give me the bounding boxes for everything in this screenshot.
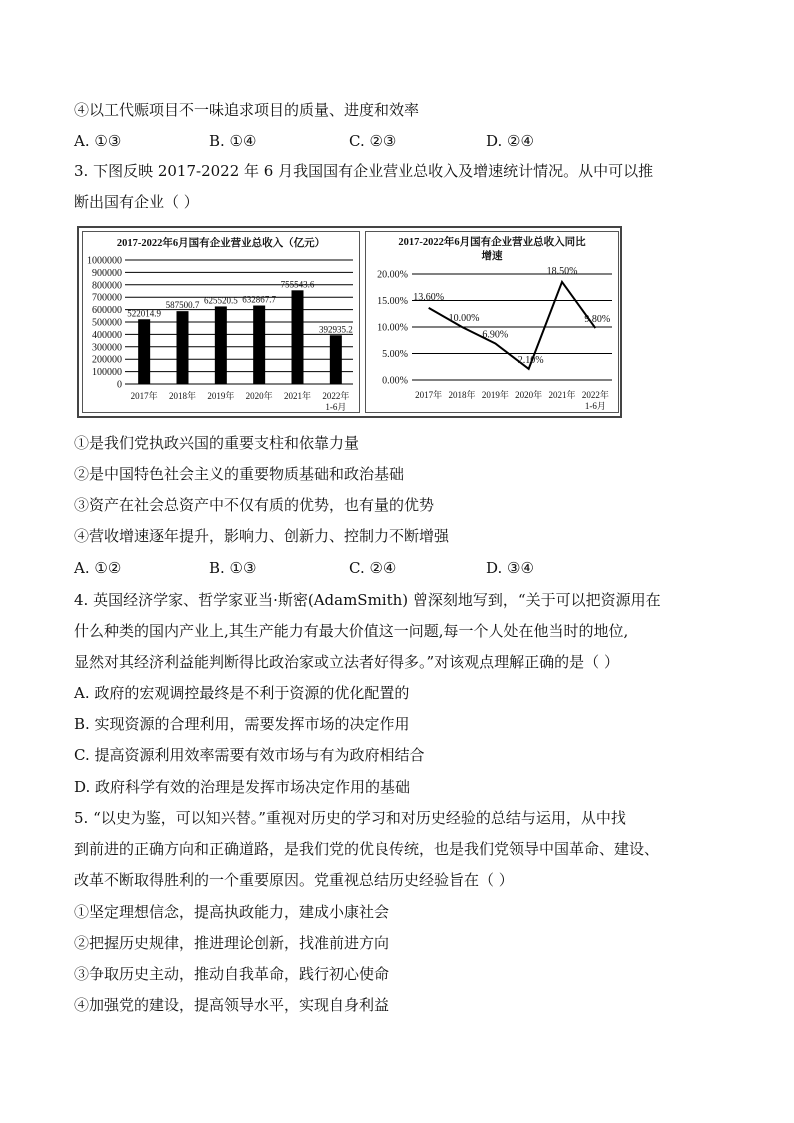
chart-figure [77, 226, 622, 418]
q4-option-c: C. 提高资源利用效率需要有效市场与有为政府相结合 [74, 746, 425, 764]
bar-y-tick-label: 800000 [92, 280, 122, 292]
line-x-tick-label: 2019年 [481, 390, 509, 400]
bar-x-tick-label: 2018年 [168, 391, 197, 401]
q3-option-c: C. ②④ [349, 559, 397, 577]
bar [215, 306, 227, 384]
bar-y-tick-label: 900000 [92, 267, 122, 279]
bar-y-tick-label: 500000 [92, 317, 122, 329]
line-x-tick-label: 2017年 [415, 390, 443, 400]
q4-stem-line-1: 4. 英国经济学家、哲学家亚当·斯密(AdamSmith) 曾深刻地写到，“关于可以把资源用在 [74, 591, 661, 609]
line-x-tick-label: 2022年 [581, 390, 609, 400]
q3-item-1: ①是我们党执政兴国的重要支柱和依靠力量 [74, 434, 360, 452]
bar-value-label: 392935.2 [318, 324, 353, 335]
bar-chart-panel [82, 231, 360, 413]
bar-x-tick-label: 2019年 [207, 391, 235, 401]
q3-item-4: ④营收增速逐年提升，影响力、创新力、控制力不断增强 [74, 527, 450, 545]
q5-stem-line-1: 5. “以史为鉴，可以知兴替。”重视对历史的学习和对历史经验的总结与运用，从中找 [74, 809, 626, 827]
bar [253, 306, 265, 384]
q5-item-4: ④加强党的建设，提高领导水平，实现自身利益 [74, 996, 390, 1014]
q3-item-2: ②是中国特色社会主义的重要物质基础和政治基础 [74, 465, 405, 483]
q3-option-d: D. ③④ [486, 559, 534, 577]
line-y-tick-label: 0.00% [382, 375, 408, 387]
line-y-tick-label: 20.00% [377, 269, 408, 281]
q2-option-b: B. ①④ [209, 132, 257, 150]
q5-item-2: ②把握历史规律，推进理论创新，找准前进方向 [74, 934, 390, 952]
bar [292, 290, 304, 384]
line-chart-title-2: 增速 [481, 251, 503, 262]
line-value-label: 2.10% [517, 354, 544, 366]
q4-stem-line-2: 什么种类的国内产业上,其生产能力有最大价值这一问题,每一个人处在他当时的地位, [74, 622, 629, 640]
line-value-label: 6.90% [482, 329, 509, 341]
bar-value-label: 755543.6 [280, 279, 315, 290]
q2-option-d: D. ②④ [486, 132, 534, 150]
bar-value-label: 625520.5 [203, 295, 238, 306]
line-value-label: 13.60% [413, 291, 445, 303]
bar [177, 311, 189, 384]
q4-option-a: A. 政府的宏观调控最终是不利于资源的优化配置的 [74, 684, 410, 702]
bar [138, 319, 150, 384]
q5-stem-line-2: 到前进的正确方向和正确道路，是我们党的优良传统，也是我们党领导中国革命、建设、 [74, 840, 660, 858]
q5-stem-line-3: 改革不断取得胜利的一个重要原因。党重视总结历史经验旨在（ ） [74, 871, 514, 889]
bar-chart-title: 2017-2022年6月国有企业营业总收入（亿元） [116, 238, 326, 249]
bar-value-label: 522014.9 [127, 308, 162, 319]
q3-stem-line-1: 3. 下图反映 2017-2022 年 6 月我国国有企业营业总收入及增速统计情况。从中可以推 [74, 162, 654, 180]
q3-item-3: ③资产在社会总资产中不仅有质的优势，也有量的优势 [74, 496, 435, 514]
bar-x-tick-label: 2020年 [245, 391, 273, 401]
line-x-tick-label: 2020年 [515, 390, 543, 400]
bar-y-tick-label: 100000 [92, 367, 122, 379]
bar-y-tick-label: 1000000 [87, 255, 122, 267]
line-chart-title: 2017-2022年6月国有企业营业总收入同比 [398, 237, 586, 248]
bar-y-tick-label: 0 [117, 379, 122, 391]
bar-value-label: 587500.7 [165, 300, 200, 311]
bar-x-tick-label: 2022年 [322, 391, 350, 401]
line-chart [366, 232, 618, 412]
q4-option-d: D. 政府科学有效的治理是发挥市场决定作用的基础 [74, 778, 411, 796]
line-y-tick-label: 5.00% [382, 349, 408, 360]
line-value-label: 18.50% [546, 265, 578, 277]
q3-option-a: A. ①② [74, 559, 122, 577]
line-x-tick-label: 2021年 [548, 390, 576, 400]
q2-option-c: C. ②③ [349, 132, 397, 150]
bar-x-tick-label: 2021年 [283, 391, 312, 401]
bar-x-tick-label: 1-6月 [325, 402, 347, 412]
line-series [429, 282, 596, 369]
bar-value-label: 632867.7 [242, 294, 277, 305]
line-x-tick-label: 2018年 [448, 390, 476, 400]
q3-stem-line-2: 断出国有企业（ ） [74, 193, 199, 211]
q5-item-1: ①坚定理想信念，提高执政能力，建成小康社会 [74, 903, 390, 921]
q3-option-b: B. ①③ [209, 559, 257, 577]
q2-item-4: ④以工代赈项目不一味追求项目的质量、进度和效率 [74, 101, 420, 119]
bar-x-tick-label: 2017年 [130, 391, 158, 401]
q4-option-b: B. 实现资源的合理利用，需要发挥市场的决定作用 [74, 715, 410, 733]
bar-chart [83, 232, 359, 412]
line-value-label: 9.80% [584, 314, 611, 326]
line-y-tick-label: 10.00% [377, 322, 408, 334]
q5-item-3: ③争取历史主动，推动自我革命，践行初心使命 [74, 965, 390, 983]
bar-y-tick-label: 200000 [92, 354, 122, 366]
bar [330, 335, 342, 384]
line-y-tick-label: 15.00% [377, 296, 408, 307]
bar-y-tick-label: 300000 [92, 342, 122, 354]
bar-y-tick-label: 700000 [92, 292, 122, 304]
line-value-label: 10.00% [448, 313, 480, 324]
line-x-tick-label: 1-6月 [584, 401, 606, 411]
bar-y-tick-label: 400000 [92, 329, 122, 341]
bar-y-tick-label: 600000 [92, 305, 122, 317]
q4-stem-line-3: 显然对其经济利益能判断得比政治家或立法者好得多。”对该观点理解正确的是（ ） [74, 653, 619, 671]
q2-option-a: A. ①③ [74, 132, 122, 150]
line-chart-panel [365, 231, 619, 413]
